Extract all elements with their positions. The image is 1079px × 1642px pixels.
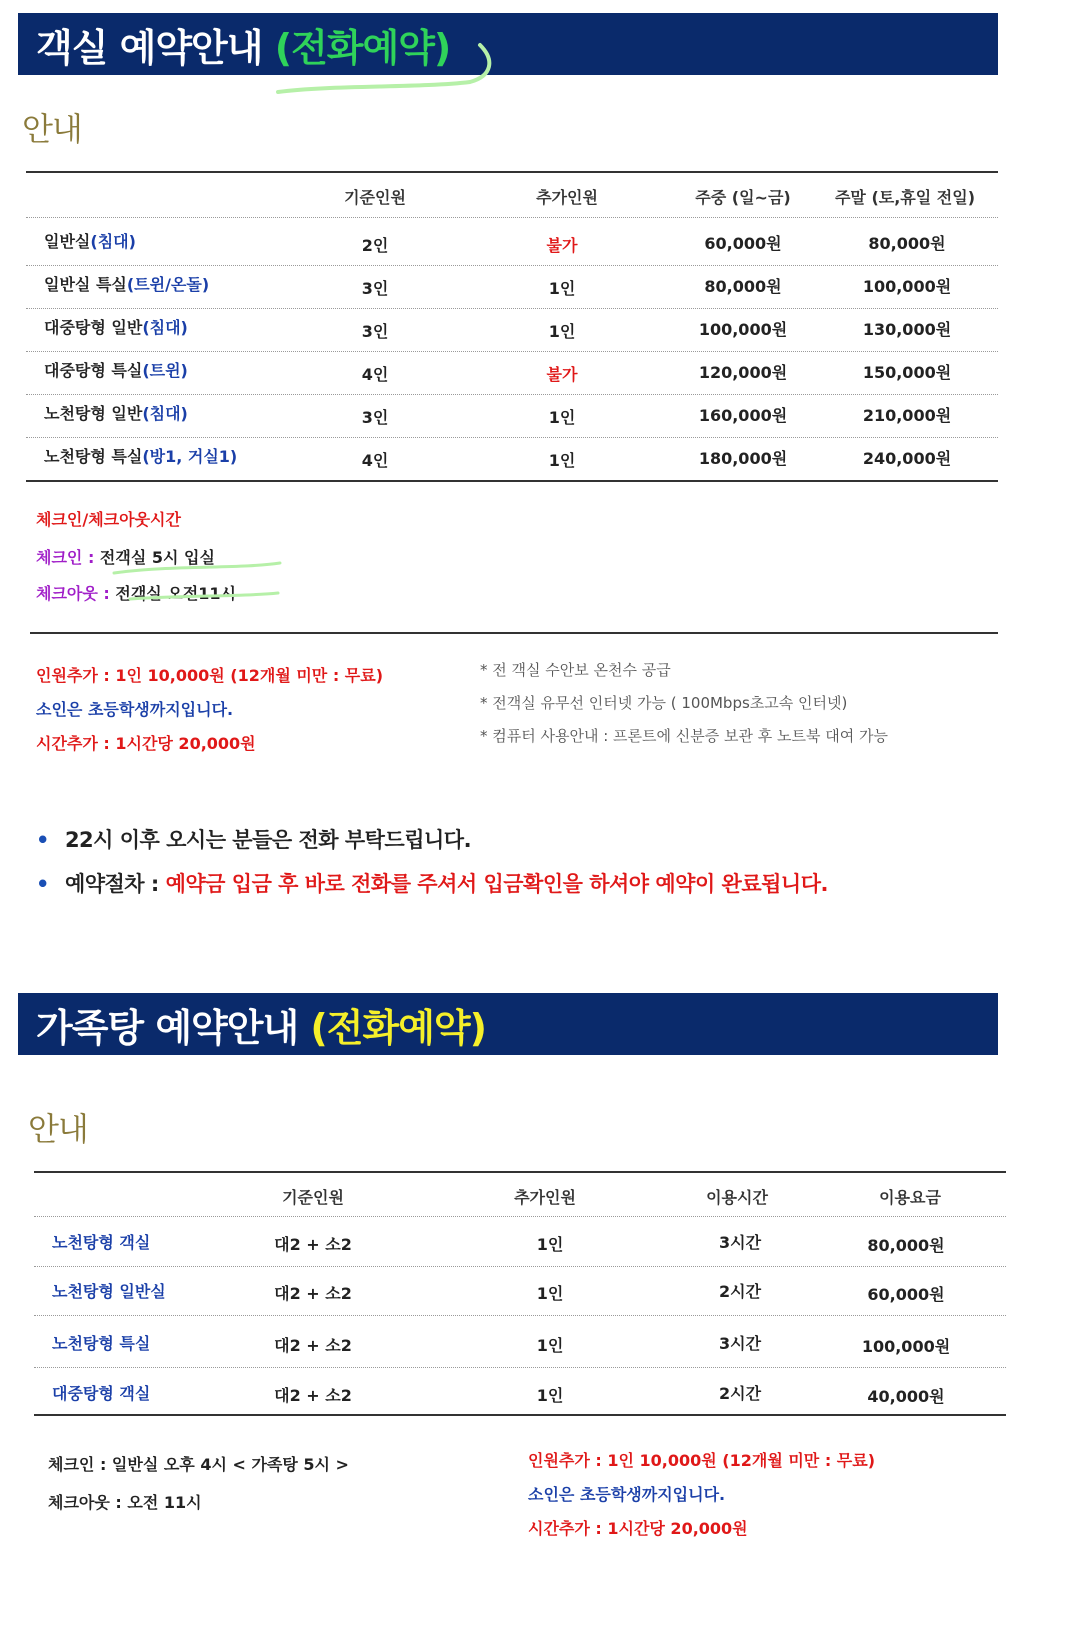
family-base-count: 대2 + 소2 (274, 1386, 352, 1405)
room-row-divider (26, 437, 998, 438)
family-use-time: 2시간 (718, 1384, 762, 1403)
room-name-main: 대중탕형 일반 (44, 318, 143, 337)
room-weekday-price: 100,000원 (698, 320, 788, 339)
room-extra-count: 1인 (548, 451, 576, 470)
green-scribble-mark (270, 30, 500, 100)
family-row-divider (34, 1367, 1006, 1368)
room-row-divider (26, 308, 998, 309)
room-extra-count: 1인 (548, 279, 576, 298)
family-header-divider (34, 1216, 1006, 1217)
room-weekday-price: 120,000원 (698, 363, 788, 382)
room-weekend-price: 130,000원 (862, 320, 952, 339)
room-name-type: (침대) (90, 232, 136, 251)
family-checkin: 체크인 : 일반실 오후 4시 < 가족탕 5시 > (48, 1455, 349, 1474)
room-row-name (44, 358, 188, 381)
room-weekend-price: 150,000원 (862, 363, 952, 382)
room-col-header: 주중 (일~금) (695, 188, 791, 207)
family-col-header: 이용요금 (879, 1188, 941, 1207)
extra-person-note: 인원추가 : 1인 10,000원 (12개월 미만 : 무료) (36, 666, 384, 685)
room-extra-count: 1인 (548, 408, 576, 427)
room-name-main: 일반실 (44, 232, 91, 251)
room-name-type: (트윈/온돌) (126, 275, 210, 294)
room-name-type: (방1, 거실1) (142, 447, 238, 466)
room-base-count: 3인 (361, 408, 389, 427)
room-weekday-price: 160,000원 (698, 406, 788, 425)
room-info-divider (30, 632, 998, 634)
room-row-divider (26, 351, 998, 352)
room-weekend-price: 100,000원 (862, 277, 952, 296)
room-row-name (44, 272, 209, 295)
checkin-title: 체크인/체크아웃시간 (36, 510, 181, 529)
family-row-divider (34, 1266, 1006, 1267)
family-checkout: 체크아웃 : 오전 11시 (48, 1493, 202, 1512)
family-banner (18, 993, 998, 1055)
family-use-time: 3시간 (718, 1233, 762, 1252)
room-header-divider (26, 217, 998, 218)
family-row-name: 대중탕형 객실 (52, 1384, 151, 1403)
room-weekday-price: 60,000원 (704, 234, 782, 253)
room-name-type: (침대) (142, 318, 188, 337)
room-banner-phone: (전화예약) (274, 26, 451, 70)
room-row-name (44, 315, 188, 338)
family-base-count: 대2 + 소2 (274, 1336, 352, 1355)
family-banner-title: 가족탕 예약안내 (전화예약) (36, 1006, 486, 1050)
amenity-note-3: * 컴퓨터 사용안내 : 프론트에 신분증 보관 후 노트북 대여 가능 (480, 727, 888, 745)
green-underline-mark (110, 555, 290, 605)
reservation-procedure: • 예약절차 : 예약금 입금 후 바로 전화를 주셔서 입금확인을 하셔야 예약이 완료됩니다. (36, 872, 828, 896)
family-extra-count: 1인 (536, 1235, 564, 1254)
room-table-top-rule (26, 171, 998, 173)
room-row-name (44, 401, 188, 424)
room-banner (18, 13, 998, 75)
family-banner-phone: (전화예약) (310, 1006, 486, 1050)
extra-time-note: 시간추가 : 1시간당 20,000원 (36, 734, 256, 753)
room-name-main: 일반실 특실 (44, 275, 127, 294)
family-price: 40,000원 (867, 1387, 945, 1406)
room-extra-count: 1인 (548, 322, 576, 341)
family-col-header: 추가인원 (514, 1188, 576, 1207)
room-section-label: 안내 (22, 110, 82, 148)
room-banner-title: 객실 예약안내 (전화예약) (36, 26, 451, 70)
bullet-icon: • (36, 828, 49, 852)
family-extra-count: 1인 (536, 1386, 564, 1405)
room-name-main: 노천탕형 일반 (44, 404, 143, 423)
room-row-divider (26, 394, 998, 395)
family-child-note: 소인은 초등학생까지입니다. (528, 1485, 726, 1504)
family-section-label: 안내 (28, 1110, 88, 1148)
amenity-note-1: * 전 객실 수안보 온천수 공급 (480, 661, 671, 679)
family-use-time: 3시간 (718, 1334, 762, 1353)
room-row-divider (26, 265, 998, 266)
family-base-count: 대2 + 소2 (274, 1284, 352, 1303)
child-note: 소인은 초등학생까지입니다. (36, 700, 234, 719)
family-extra-person-note: 인원추가 : 1인 10,000원 (12개월 미만 : 무료) (528, 1451, 876, 1470)
family-extra-count: 1인 (536, 1284, 564, 1303)
room-name-type: (침대) (142, 404, 188, 423)
bullet-icon: • (36, 872, 49, 896)
amenity-note-2: * 전객실 유무선 인터넷 가능 ( 100Mbps초고속 인터넷) (480, 694, 848, 712)
family-row-name: 노천탕형 특실 (52, 1334, 151, 1353)
room-extra-count: 불가 (546, 236, 578, 255)
family-extra-count: 1인 (536, 1336, 564, 1355)
room-weekday-price: 80,000원 (704, 277, 782, 296)
late-arrival-notice: • 22시 이후 오시는 분들은 전화 부탁드립니다. (36, 828, 472, 852)
room-name-main: 노천탕형 특실 (44, 447, 143, 466)
family-table-bottom-rule (34, 1414, 1006, 1416)
family-base-count: 대2 + 소2 (274, 1235, 352, 1254)
room-weekend-price: 240,000원 (862, 449, 952, 468)
family-row-divider (34, 1315, 1006, 1316)
room-name-main: 대중탕형 특실 (44, 361, 143, 380)
family-row-name: 노천탕형 일반실 (52, 1282, 166, 1301)
family-price: 100,000원 (861, 1337, 951, 1356)
checkout-line: 체크아웃 : 전객실 오전11시 (36, 584, 236, 603)
room-base-count: 3인 (361, 322, 389, 341)
checkin-line: 체크인 : 전객실 5시 입실 (36, 548, 215, 567)
family-use-time: 2시간 (718, 1282, 762, 1301)
family-col-header: 이용시간 (706, 1188, 768, 1207)
room-weekend-price: 80,000원 (868, 234, 946, 253)
family-col-header: 기준인원 (282, 1188, 344, 1207)
room-row-name (44, 229, 136, 252)
room-name-type: (트윈) (142, 361, 188, 380)
room-table-bottom-rule (26, 480, 998, 482)
room-col-header: 기준인원 (344, 188, 406, 207)
family-row-name: 노천탕형 객실 (52, 1233, 151, 1252)
family-price: 80,000원 (867, 1236, 945, 1255)
family-table-top-rule (34, 1171, 1006, 1173)
room-base-count: 3인 (361, 279, 389, 298)
room-base-count: 4인 (361, 451, 389, 470)
family-price: 60,000원 (867, 1285, 945, 1304)
room-weekday-price: 180,000원 (698, 449, 788, 468)
room-row-name (44, 444, 237, 467)
room-col-header: 주말 (토,휴일 전일) (834, 188, 976, 207)
room-weekend-price: 210,000원 (862, 406, 952, 425)
room-extra-count: 불가 (546, 365, 578, 384)
room-base-count: 2인 (361, 236, 389, 255)
room-col-header: 추가인원 (536, 188, 598, 207)
family-extra-time-note: 시간추가 : 1시간당 20,000원 (528, 1519, 748, 1538)
room-base-count: 4인 (361, 365, 389, 384)
